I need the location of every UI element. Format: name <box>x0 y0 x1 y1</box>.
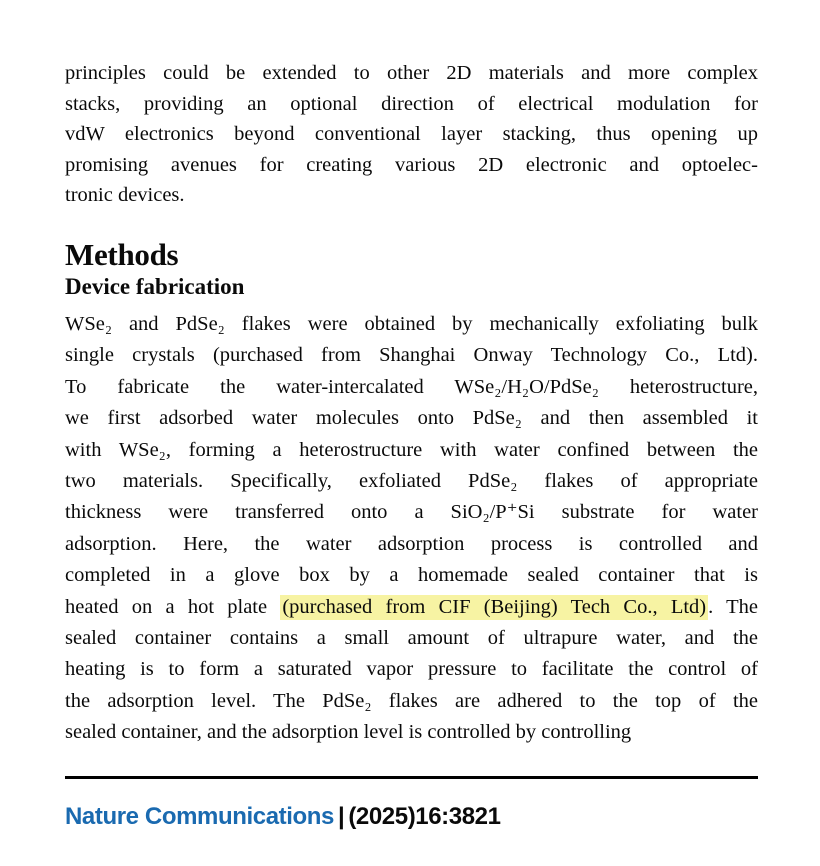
highlight-post-text: . The <box>708 595 758 618</box>
text-line: To fabricate the water-intercalated WSe₂/H₂O/PdSe₂ heterostructure, <box>65 375 758 398</box>
footer-divider <box>65 776 758 779</box>
text-line: WSe₂ and PdSe₂ flakes were obtained by mechanically exfoliating bulk <box>65 313 758 335</box>
fabrication-paragraph <box>65 309 758 749</box>
text-line: principles could be extended to other 2D materials and more complex <box>65 62 758 84</box>
text-line: we first adsorbed water molecules onto PdSe₂ and then assembled it <box>65 407 758 430</box>
text-line: single crystals (purchased from Shanghai Onway Technology Co., Ltd). <box>65 344 758 367</box>
text-line: two materials. Specifically, exfoliated PdSe₂ flakes of appropriate <box>65 470 758 493</box>
text-line: heating is to form a saturated vapor pressure to facilitate the control of <box>65 658 758 681</box>
text-line: with WSe₂, forming a heterostructure with water confined between the <box>65 438 758 461</box>
text-line: vdW electronics beyond conventional layer stacking, thus opening up <box>65 123 758 146</box>
text-line: tronic devices. <box>65 184 185 207</box>
text-line: sealed container contains a small amount of ultrapure water, and the <box>65 627 758 650</box>
citation-text: (2025)16:3821 <box>348 803 501 830</box>
text-line: completed in a glove box by a homemade sealed container that is <box>65 564 758 587</box>
intro-paragraph <box>65 58 758 211</box>
highlighted-text: (purchased from CIF (Beijing) Tech Co., Ltd) <box>282 595 707 618</box>
text-line: thickness were transferred onto a SiO₂/P⁺Si substrate for water <box>65 501 758 524</box>
journal-name-link[interactable]: Nature Communications <box>65 803 334 830</box>
device-fabrication-subheading: Device fabrication <box>65 274 245 299</box>
text-line: sealed container, and the adsorption level is controlled by controlling <box>65 721 632 744</box>
page-footer <box>65 803 501 831</box>
highlight-pre-text: heated on a hot plate <box>65 595 281 618</box>
footer-separator: | <box>337 803 345 830</box>
text-line: the adsorption level. The PdSe₂ flakes are adhered to the top of the <box>65 689 758 712</box>
text-line: adsorption. Here, the water adsorption process is controlled and <box>65 532 758 555</box>
methods-heading: Methods <box>65 237 179 272</box>
text-line: promising avenues for creating various 2D electronic and optoelec- <box>65 153 758 176</box>
text-line: stacks, providing an optional direction of electrical modulation for <box>65 92 758 115</box>
text-line <box>65 592 758 623</box>
